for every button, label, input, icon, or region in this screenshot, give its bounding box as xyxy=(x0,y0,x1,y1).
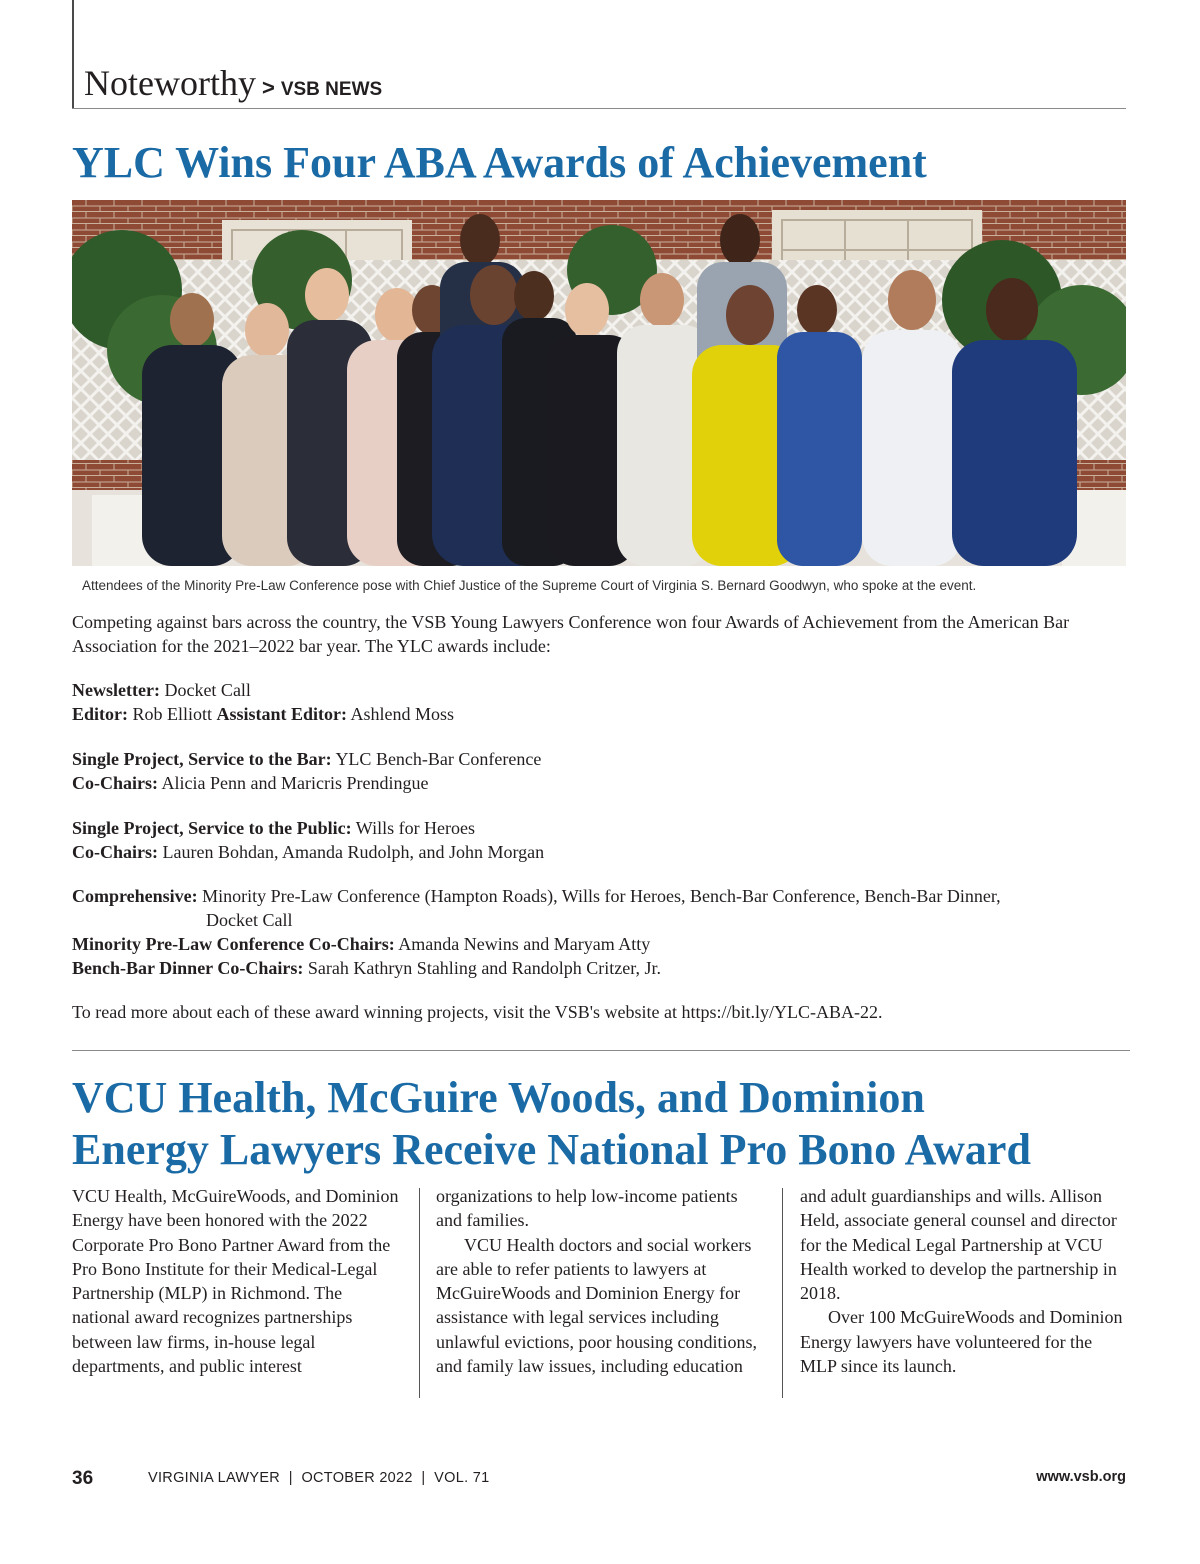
bbd-cochairs-value: Sarah Kathryn Stahling and Randolph Critzer, Jr. xyxy=(307,958,662,978)
column-divider-2 xyxy=(782,1188,783,1398)
section-separator: > xyxy=(261,75,275,100)
comprehensive-label: Comprehensive: xyxy=(72,886,198,906)
article2-headline-line1: VCU Health, McGuire Woods, and Dominion xyxy=(72,1073,925,1122)
group-photo xyxy=(72,200,1126,566)
comprehensive-value-cont: Docket Call xyxy=(206,910,293,930)
public-label: Single Project, Service to the Public: xyxy=(72,818,352,838)
award-newsletter xyxy=(72,678,1126,726)
closing-paragraph: To read more about each of these award winning projects, visit the VSB's website at https://bit.ly/YLC-ABA-22. xyxy=(72,1002,883,1022)
article1-intro xyxy=(72,610,1126,658)
col2-paragraph-2: VCU Health doctors and social workers are able to refer patients to lawyers at McGuireWoods and Dominion Energy for assistance with legal services including unlawful evictions, poor housing conditions, and family law issues, including education xyxy=(436,1234,757,1377)
col1-paragraph: VCU Health, McGuireWoods, and Dominion Energy have been honored with the 2022 Corporate Pro Bono Partner Award from the Pro Bono Institute for their Medical-Legal Partnership (MLP) in Richmond. The national award recognizes partnerships between law firms, in-house legal departments, and public interest xyxy=(72,1186,399,1377)
header-rule xyxy=(72,108,1126,109)
column-divider-1 xyxy=(419,1188,420,1398)
publication-info: VIRGINIA LAWYER | OCTOBER 2022 | VOL. 71 xyxy=(148,1470,490,1486)
intro-paragraph: Competing against bars across the country, the VSB Young Lawyers Conference won four Awards of Achievement from the American Bar Association for the 2021–2022 bar year. The YLC awards include: xyxy=(72,612,1070,656)
public-cochairs-value: Lauren Bohdan, Amanda Rudolph, and John Morgan xyxy=(162,842,545,862)
public-value: Wills for Heroes xyxy=(355,818,476,838)
mplc-cochairs-label: Minority Pre-Law Conference Co-Chairs: xyxy=(72,934,395,954)
article2-column-2 xyxy=(436,1184,761,1378)
bar-label: Single Project, Service to the Bar: xyxy=(72,749,332,769)
article1-closing xyxy=(72,1000,1126,1024)
assistant-editor-label: Assistant Editor: xyxy=(216,704,348,724)
col3-paragraph-1: and adult guardianships and wills. Allison Held, associate general counsel and director for the Medical Legal Partnership at VCU Health worked to develop the partnership in 2018. xyxy=(800,1186,1117,1304)
photo-caption: Attendees of the Minority Pre-Law Conference pose with Chief Justice of the Supreme Court of Virginia S. Bernard Goodwyn, who spoke at the event. xyxy=(82,578,977,593)
page-number: 36 xyxy=(72,1468,94,1489)
award-service-public xyxy=(72,816,1126,864)
award-service-bar xyxy=(72,747,1126,795)
article2-headline-line2: Energy Lawyers Receive National Pro Bono Award xyxy=(72,1125,1031,1174)
section-header xyxy=(84,62,382,104)
col3-paragraph-2: Over 100 McGuireWoods and Dominion Energy lawyers have volunteered for the MLP since its launch. xyxy=(800,1307,1123,1377)
editor-label: Editor: xyxy=(72,704,128,724)
assistant-editor-value: Ashlend Moss xyxy=(350,704,455,724)
website-link[interactable]: www.vsb.org xyxy=(1036,1469,1126,1485)
article-divider xyxy=(72,1050,1130,1051)
bar-cochairs-label: Co-Chairs: xyxy=(72,773,158,793)
col2-paragraph-1: organizations to help low-income patients and families. xyxy=(436,1186,738,1231)
article2-column-3 xyxy=(800,1184,1126,1378)
mplc-cochairs-value: Amanda Newins and Maryam Atty xyxy=(398,934,651,954)
newsletter-label: Newsletter: xyxy=(72,680,160,700)
public-cochairs-label: Co-Chairs: xyxy=(72,842,158,862)
bar-cochairs-value: Alicia Penn and Maricris Prendingue xyxy=(161,773,429,793)
bar-value: YLC Bench-Bar Conference xyxy=(335,749,542,769)
section-subtitle: VSB NEWS xyxy=(280,79,383,100)
section-title: Noteworthy xyxy=(84,63,256,103)
article2-column-1 xyxy=(72,1184,402,1378)
award-comprehensive xyxy=(72,884,1126,980)
section-vertical-rule xyxy=(72,0,74,108)
newsletter-value: Docket Call xyxy=(164,680,251,700)
article1-headline: YLC Wins Four ABA Awards of Achievement xyxy=(72,138,927,187)
editor-value: Rob Elliott xyxy=(132,704,213,724)
bbd-cochairs-label: Bench-Bar Dinner Co-Chairs: xyxy=(72,958,304,978)
comprehensive-value: Minority Pre-Law Conference (Hampton Roads), Wills for Heroes, Bench-Bar Conference, Bench-Bar Dinner, xyxy=(202,886,1001,906)
